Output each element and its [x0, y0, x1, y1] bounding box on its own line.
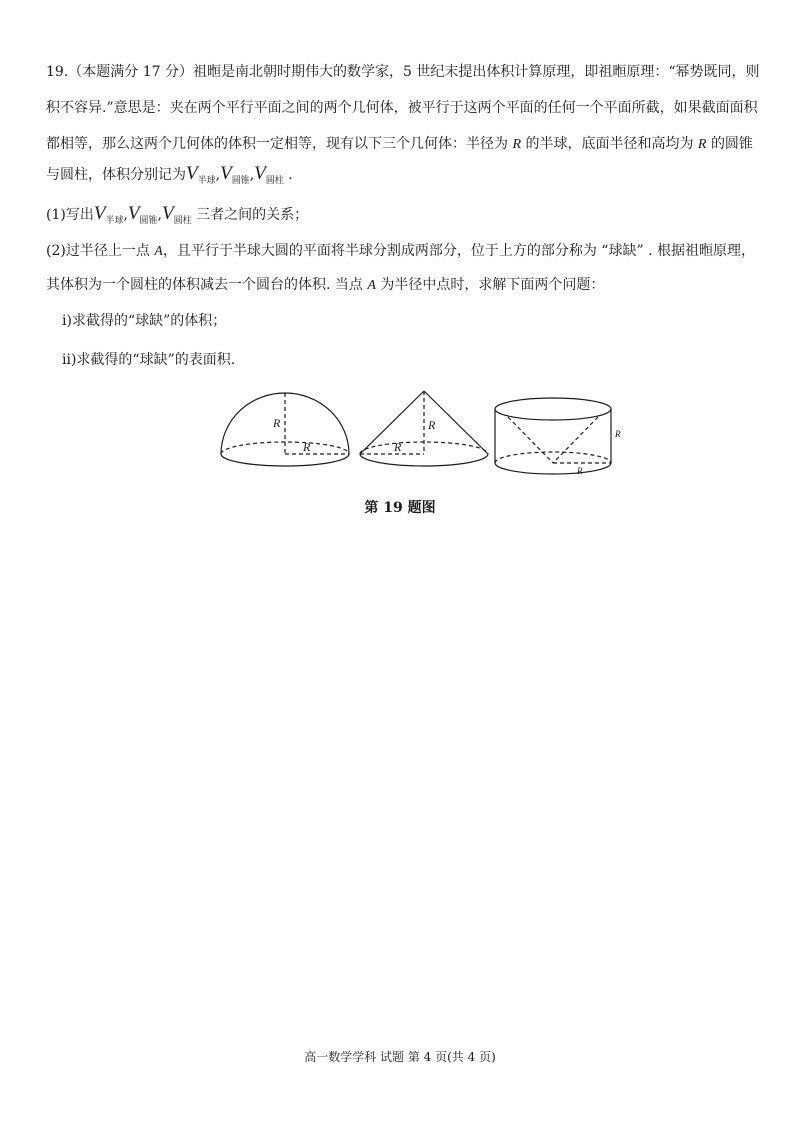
problem-line-3-text-b: 的半球，底面半径和高均为 — [525, 136, 694, 152]
volume-symbol: V — [220, 163, 232, 184]
figure-caption: 第 19 题图 — [364, 500, 436, 516]
part-1-suffix: 三者之间的关系； — [196, 207, 309, 223]
cone-label-r-vertical: R — [428, 418, 436, 432]
radius-symbol: R — [512, 137, 522, 152]
cylinder-base-back — [495, 452, 611, 463]
volume-symbol: V — [254, 163, 266, 184]
hemisphere-label-r-horizontal: R — [303, 440, 311, 454]
problem-line-1: 19.（本题满分 17 分）祖暅是南北朝时期伟大的数学家，5 世纪末提出体积计算原理，即祖暅原理：“幂势既同，则 — [46, 64, 760, 80]
page-footer: 高一数学学科 试题 第 4 页(共 4 页) — [304, 1050, 496, 1064]
cone-drawing — [360, 391, 488, 466]
volume-symbol: V — [127, 203, 140, 224]
cone-left-edge — [360, 391, 424, 454]
point-a-symbol: A — [154, 244, 163, 259]
volume-sub-cone: 圆锥 — [139, 216, 158, 226]
volume-sub-hemisphere: 半球 — [105, 216, 124, 226]
hemisphere-drawing — [221, 393, 349, 466]
cylinder-base-front — [495, 463, 611, 474]
part-2-line-1-text-a: (2)过半径上一点 — [46, 243, 150, 259]
problem-line-4: 与圆柱，体积分别记为$V_{半球},V_{圆锥},V_{圆柱}$ . — [46, 163, 293, 186]
volume-symbol: V — [186, 163, 198, 184]
point-a-symbol: A — [367, 278, 376, 293]
problem-line-4-end: . — [288, 167, 293, 183]
part-2-line-1-text-b: ，且平行于半球大圆的平面将半球分割成两部分，位于上方的部分称为 “球缺” . 根据祖暅原理， — [162, 243, 755, 259]
volume-sub-cone: 圆锥 — [231, 176, 250, 186]
hemisphere-base-front — [221, 454, 349, 466]
problem-line-4-text: 与圆柱，体积分别记为 — [46, 167, 186, 183]
volume-symbol: V — [162, 203, 174, 224]
cone-base-front — [360, 454, 488, 466]
cylinder-drawing — [495, 398, 611, 474]
problem-line-3-text-c: 的圆锥 — [710, 136, 753, 152]
volume-sub-cylinder: 圆柱 — [265, 176, 284, 186]
problem-line-3 — [46, 134, 752, 155]
radius-symbol: R — [697, 137, 707, 152]
geometry-figure — [0, 385, 800, 485]
cylinder-top — [495, 398, 611, 420]
inverted-cone-right — [553, 417, 598, 463]
hemisphere-label-r-vertical: R — [273, 416, 281, 430]
part-2-line-2 — [46, 275, 604, 296]
volume-symbol: V — [93, 203, 106, 224]
cylinder-label-r-horizontal: R — [577, 466, 583, 476]
part-2-line-2-text-a: 其体积为一个圆柱的体积减去一个圆台的体积. 当点 — [46, 277, 363, 293]
problem-line-3-text-a: 都相等，那么这两个几何体的体积一定相等，现有以下三个几何体：半径为 — [46, 136, 508, 152]
volume-sub-hemisphere: 半球 — [197, 176, 216, 186]
cylinder-label-r-vertical: R — [615, 429, 621, 439]
inverted-cone-left — [508, 417, 553, 463]
part-2-line-2-text-b: 为半径中点时，求解下面两个问题： — [380, 277, 605, 293]
volume-sub-cylinder: 圆柱 — [173, 216, 192, 226]
sub-question-ii: ⅱ)求截得的“球缺”的表面积. — [62, 352, 236, 368]
cone-label-r-horizontal: R — [394, 440, 402, 454]
problem-line-2: 积不容异.”意思是：夹在两个平行平面之间的两个几何体，被平行于这两个平面的任何一个平面所截，如果截面面积 — [46, 100, 758, 116]
part-2-line-1 — [46, 241, 755, 262]
part-1-prefix: (1)写出 — [46, 207, 94, 223]
sub-question-i: ⅰ)求截得的“球缺”的体积； — [62, 313, 227, 329]
part-1: (1)写出$V_{半球},V_{圆锥},V_{圆柱}$ 三者之间的关系； — [46, 203, 309, 226]
